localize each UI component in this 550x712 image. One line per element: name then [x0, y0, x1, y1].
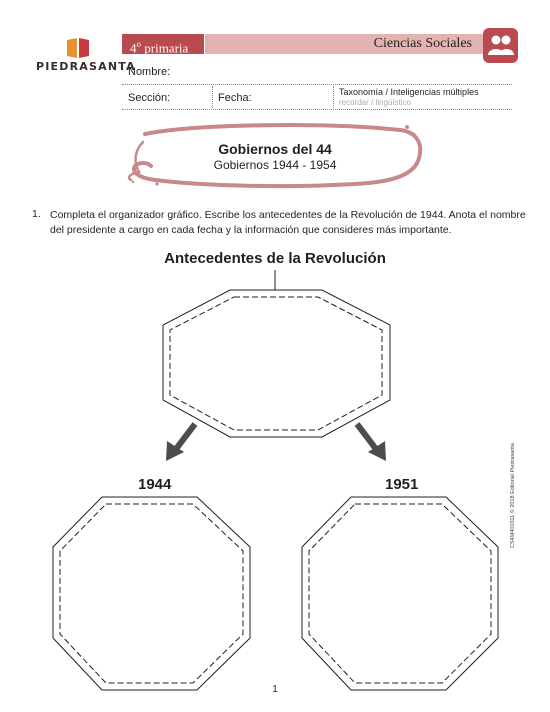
- subject-banner: Ciencias Sociales: [205, 34, 486, 54]
- grade-badge: 4$^o$ primaria: [122, 34, 204, 54]
- page-subtitle: Gobiernos 1944 - 1954: [213, 158, 337, 172]
- page-number: 1: [272, 684, 278, 695]
- instruction-number: 1.: [32, 208, 41, 220]
- date-label: Fecha:: [218, 92, 252, 104]
- background-octagon[interactable]: [163, 290, 390, 437]
- name-label: Nombre:: [128, 66, 171, 78]
- taxonomy-label: Taxonomía / Inteligencias múltiples: [339, 87, 479, 97]
- left-arrow-icon: [166, 424, 195, 461]
- publisher-name: PIEDRASANTA: [36, 60, 136, 73]
- copyright-note: CS4M401011 © 2018 Editorial Piedrasanta: [510, 443, 516, 548]
- year-label: 1951: [385, 476, 419, 493]
- section-label: Sección:: [128, 92, 171, 104]
- instruction-text: Completa el organizador gráfico. Escribe los antecedentes de la Revolución de 1944. Anota el nombre del presidente a cargo en cada fecha y la información que consideres más importante.: [50, 209, 526, 236]
- organizer-title: Antecedentes de la Revolución: [164, 250, 386, 267]
- right-octagon[interactable]: [302, 497, 498, 690]
- taxonomy-values: recordar / lingüístico: [339, 98, 412, 107]
- right-arrow-icon: [357, 424, 386, 461]
- left-octagon[interactable]: [53, 497, 250, 690]
- page-title: Gobiernos del 44: [218, 141, 332, 157]
- year-label: 1944: [138, 476, 172, 493]
